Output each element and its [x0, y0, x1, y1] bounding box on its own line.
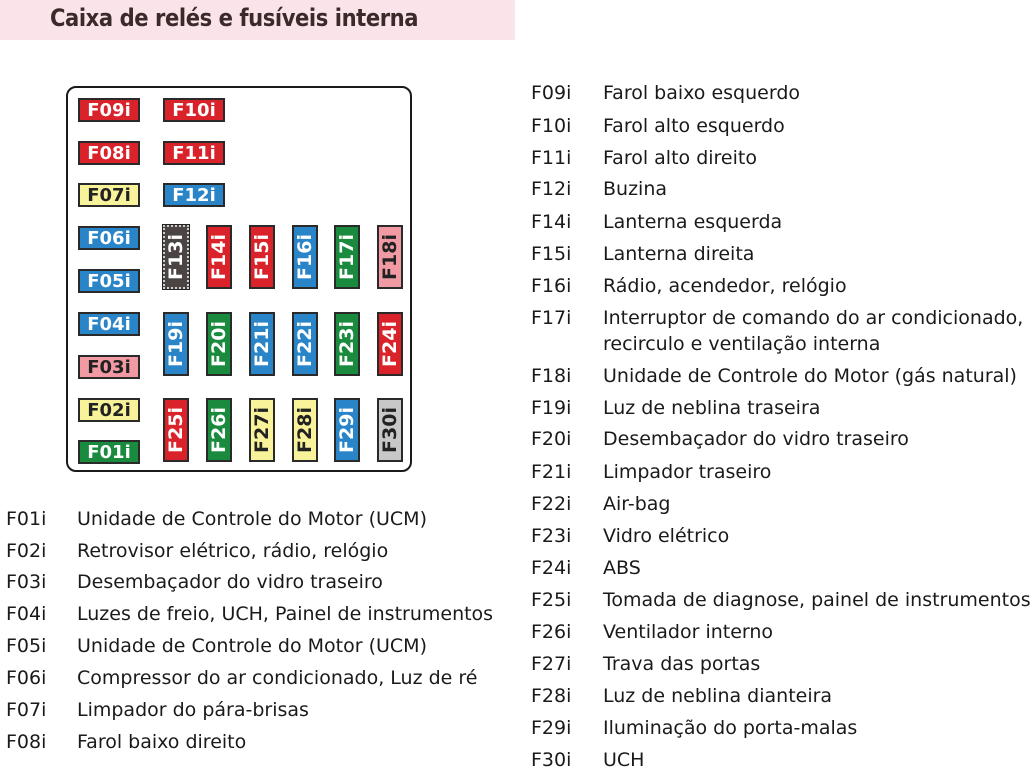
fuse-label: F28i [294, 407, 316, 453]
fuse-f05i [78, 269, 140, 293]
fuse-f20i [206, 312, 232, 376]
fuse-f21i [249, 312, 275, 376]
legend-code: F29i [531, 717, 572, 739]
legend-code: F30i [531, 749, 572, 771]
legend-desc: Lanterna direita [603, 243, 755, 265]
legend-code: F28i [531, 685, 572, 707]
fuse-f30i [377, 398, 403, 462]
fuse-f02i [78, 398, 140, 422]
fuse-f17i [334, 225, 360, 289]
fuse-f07i [78, 183, 140, 207]
legend-code: F04i [6, 603, 47, 625]
fuse-label: F22i [294, 321, 316, 367]
legend-code: F06i [6, 667, 47, 689]
legend-desc: Rádio, acendedor, relógio [603, 275, 847, 297]
fuse-label: F03i [87, 356, 131, 378]
legend-desc: recirculo e ventilação interna [603, 333, 881, 355]
fuse-f22i [292, 312, 318, 376]
fuse-f10i [163, 98, 225, 122]
fuse-f29i [334, 398, 360, 462]
fuse-label: F08i [87, 142, 131, 164]
legend-code: F21i [531, 461, 572, 483]
legend-code: F03i [6, 571, 47, 593]
fuse-label: F04i [87, 313, 131, 335]
fuse-f06i [78, 226, 140, 250]
legend-desc: Limpador do pára-brisas [77, 699, 309, 721]
fuse-label: F13i [165, 234, 187, 280]
legend-desc: Trava das portas [603, 653, 761, 675]
legend-code: F12i [531, 178, 572, 200]
fuse-label: F21i [251, 321, 273, 367]
legend-desc: Unidade de Controle do Motor (UCM) [77, 635, 427, 657]
fuse-label: F30i [379, 407, 401, 453]
fuse-f23i [334, 312, 360, 376]
legend-code: F10i [531, 115, 572, 137]
fuse-label: F06i [87, 227, 131, 249]
legend-desc: Interruptor de comando do ar condicionado, [603, 307, 1024, 329]
fuse-label: F11i [172, 142, 216, 164]
fuse-f16i [292, 225, 318, 289]
legend-code: F18i [531, 365, 572, 387]
fuse-label: F10i [172, 99, 216, 121]
title-band [0, 0, 515, 40]
legend-desc: Luzes de freio, UCH, Painel de instrumentos [77, 603, 494, 625]
fuse-f09i [78, 98, 140, 122]
legend-code: F01i [6, 508, 47, 530]
legend-desc: Luz de neblina traseira [603, 397, 821, 419]
legend-code: F05i [6, 635, 47, 657]
fuse-f08i [78, 141, 140, 165]
legend-code: F15i [531, 243, 572, 265]
fuse-label: F18i [379, 234, 401, 280]
legend-desc: Luz de neblina dianteira [603, 685, 833, 707]
fuse-f24i [377, 312, 403, 376]
page-title: Caixa de relés e fusíveis interna [50, 4, 419, 32]
legend-desc: Retrovisor elétrico, rádio, relógio [77, 540, 389, 562]
fuse-label: F09i [87, 99, 131, 121]
fuse-label: F27i [251, 407, 273, 453]
legend-code: F07i [6, 699, 47, 721]
legend-desc: Desembaçador do vidro traseiro [77, 571, 383, 593]
legend-code: F08i [6, 731, 47, 753]
fuse-label: F19i [165, 321, 187, 367]
legend-desc: Desembaçador do vidro traseiro [603, 428, 909, 450]
legend-code: F11i [531, 147, 572, 169]
legend-desc: Compressor do ar condicionado, Luz de ré [77, 667, 478, 689]
fuse-f15i [249, 225, 275, 289]
fuse-label: F16i [294, 234, 316, 280]
fuse-f12i [163, 183, 225, 207]
legend-code: F16i [531, 275, 572, 297]
fuse-label: F15i [251, 234, 273, 280]
fuse-label: F02i [87, 399, 131, 421]
legend-code: F23i [531, 525, 572, 547]
fuse-f13i [163, 225, 189, 289]
legend-desc: Tomada de diagnose, painel de instrumentos [603, 589, 1031, 611]
fuse-label: F07i [87, 184, 131, 206]
fuse-f25i [163, 398, 189, 462]
fuse-f27i [249, 398, 275, 462]
fuse-f11i [163, 141, 225, 165]
legend-desc: Buzina [603, 178, 668, 200]
legend-desc: Unidade de Controle do Motor (gás natural) [603, 365, 1017, 387]
fuse-label: F29i [336, 407, 358, 453]
legend-desc: Farol baixo esquerdo [603, 82, 801, 104]
fuse-f28i [292, 398, 318, 462]
fuse-f04i [78, 312, 140, 336]
legend-code: F27i [531, 653, 572, 675]
legend-code: F19i [531, 397, 572, 419]
fuse-label: F24i [379, 321, 401, 367]
fuse-label: F05i [87, 270, 131, 292]
fuse-f26i [206, 398, 232, 462]
fuse-f14i [206, 225, 232, 289]
fuse-label: F12i [172, 184, 216, 206]
legend-code: F02i [6, 540, 47, 562]
legend-desc: Air-bag [603, 493, 671, 515]
fuse-label: F14i [208, 234, 230, 280]
fuse-label: F23i [336, 321, 358, 367]
legend-code: F09i [531, 82, 572, 104]
legend-desc: ABS [603, 557, 641, 579]
legend-desc: Unidade de Controle do Motor (UCM) [77, 508, 427, 530]
legend-code: F20i [531, 428, 572, 450]
fuse-f19i [163, 312, 189, 376]
legend-code: F22i [531, 493, 572, 515]
legend-desc: UCH [603, 749, 645, 771]
fuse-f01i [78, 440, 140, 464]
fuse-f18i [377, 225, 403, 289]
legend-desc: Farol alto direito [603, 147, 757, 169]
legend-desc: Lanterna esquerda [603, 211, 783, 233]
fuse-f03i [78, 355, 140, 379]
legend-desc: Iluminação do porta-malas [603, 717, 858, 739]
legend-code: F25i [531, 589, 572, 611]
fuse-label: F25i [165, 407, 187, 453]
fuse-label: F17i [336, 234, 358, 280]
legend-desc: Ventilador interno [603, 621, 774, 643]
fuse-label: F01i [87, 441, 131, 463]
legend-desc: Farol baixo direito [77, 731, 247, 753]
legend-code: F17i [531, 307, 572, 329]
legend-code: F26i [531, 621, 572, 643]
fuse-label: F20i [208, 321, 230, 367]
legend-desc: Vidro elétrico [603, 525, 730, 547]
legend-code: F14i [531, 211, 572, 233]
legend-desc: Farol alto esquerdo [603, 115, 785, 137]
fuse-label: F26i [208, 407, 230, 453]
legend-desc: Limpador traseiro [603, 461, 772, 483]
legend-code: F24i [531, 557, 572, 579]
